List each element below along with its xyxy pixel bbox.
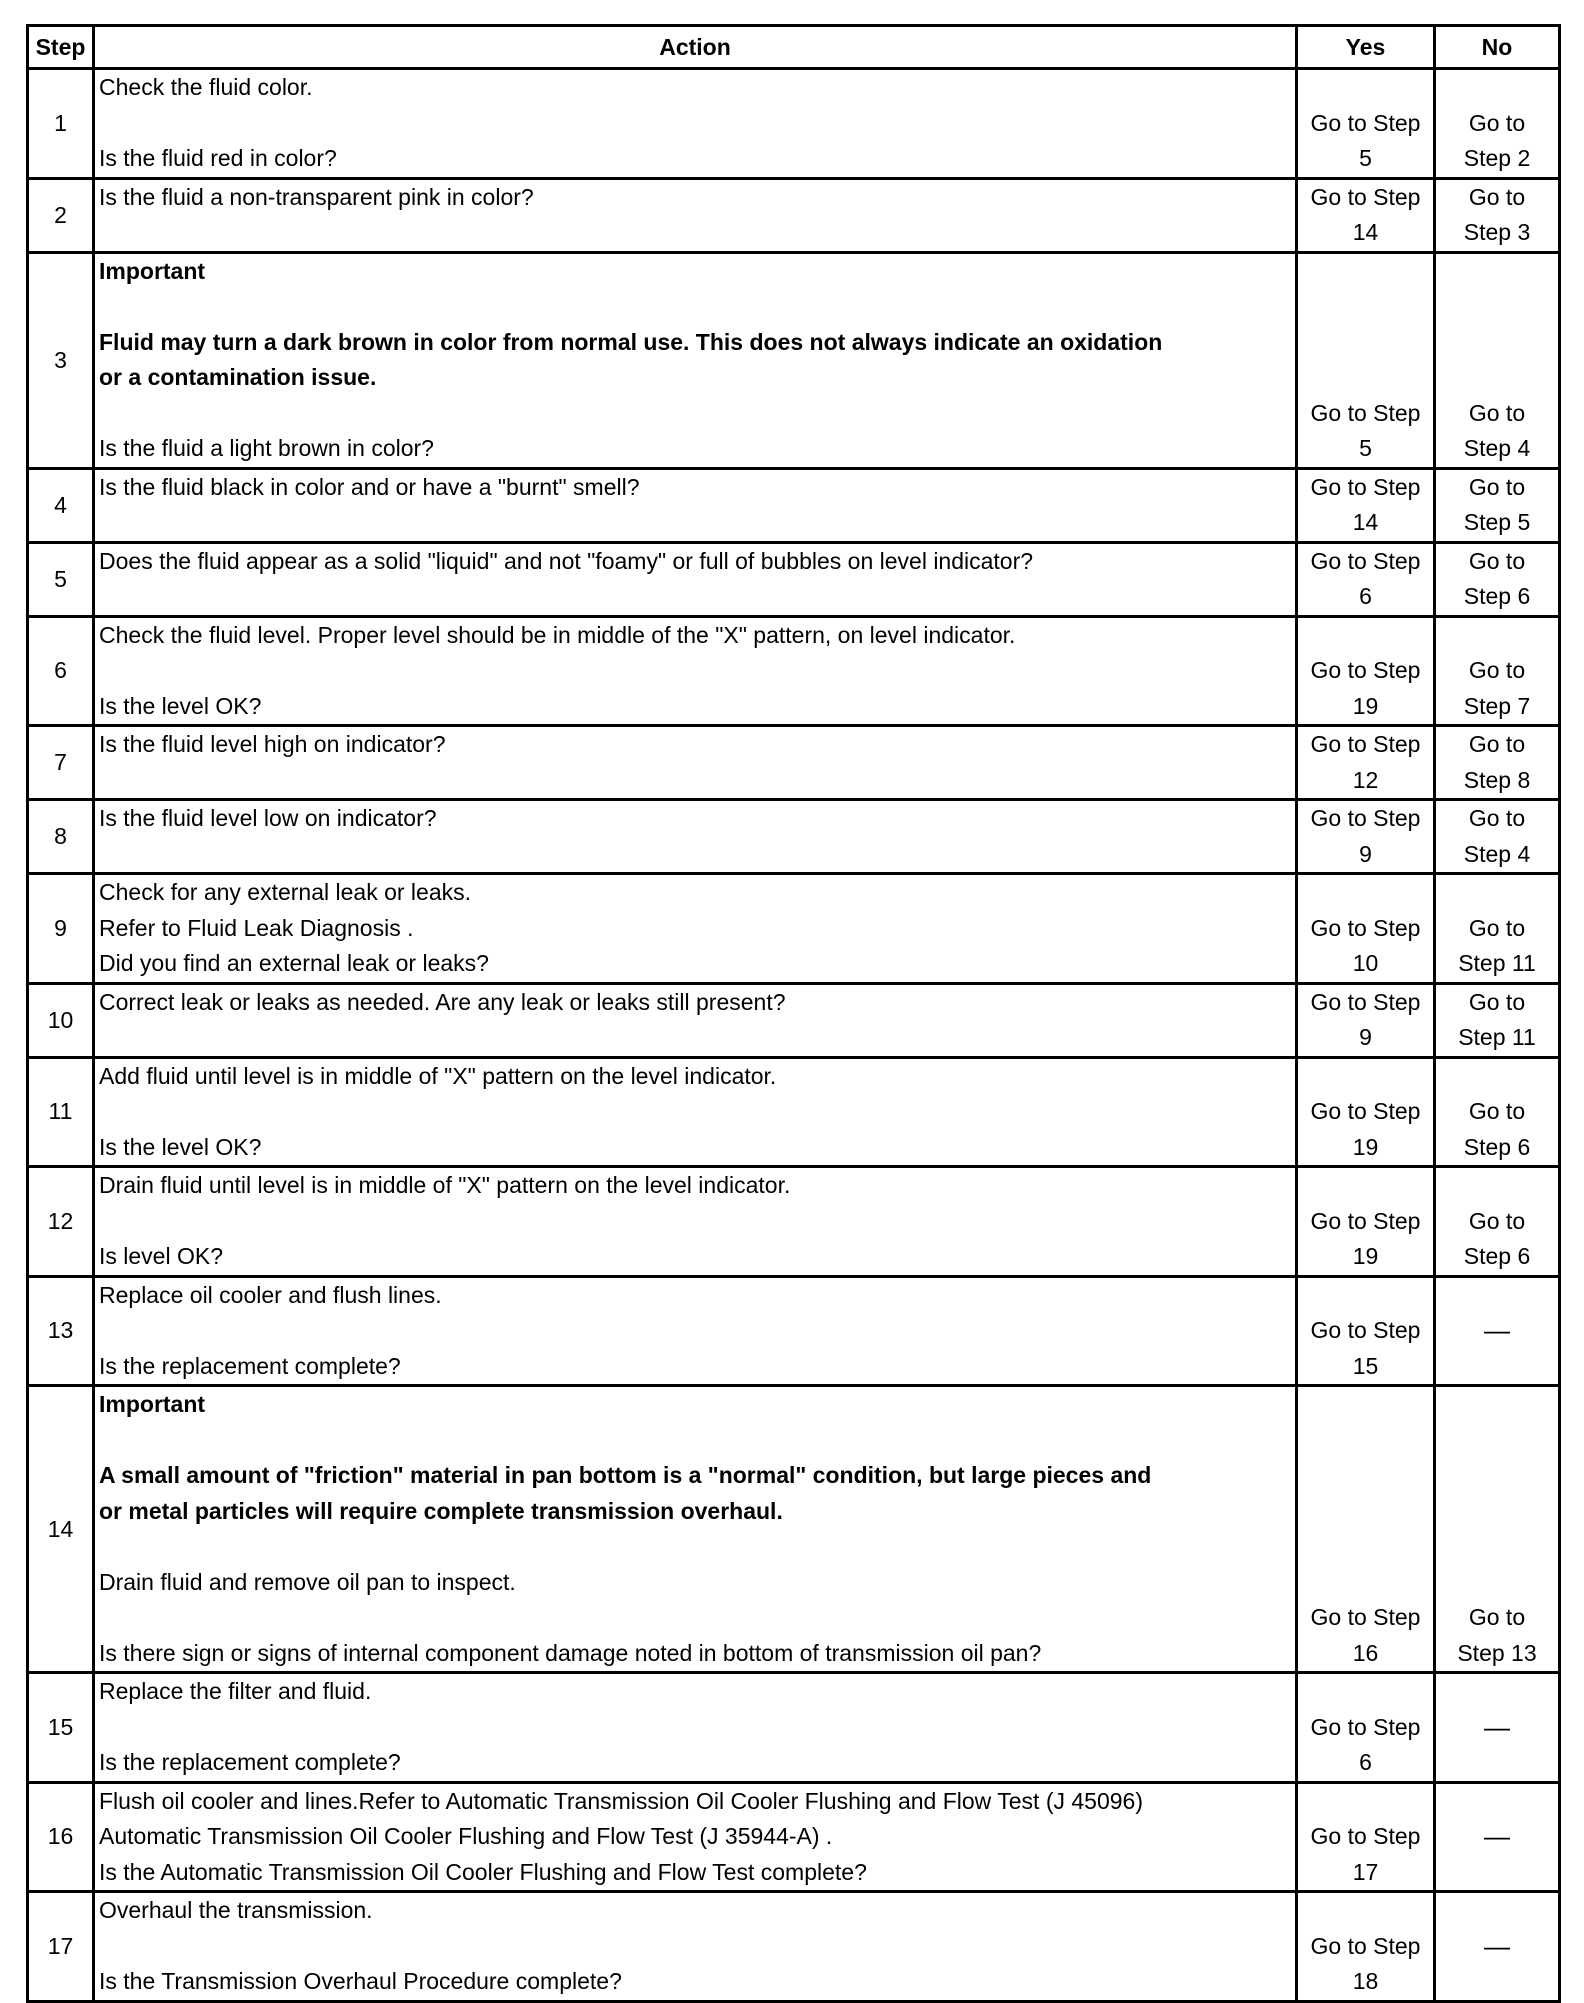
action-cell bbox=[94, 874, 1297, 984]
action-cell bbox=[94, 983, 1297, 1057]
action-cell bbox=[94, 69, 1297, 179]
action-line: Does the fluid appear as a solid "liquid" and not "foamy" or full of bubbles on level indicator? bbox=[99, 547, 1034, 574]
header-no: No bbox=[1435, 26, 1560, 69]
yes-link-text: Go to Step bbox=[1310, 1207, 1421, 1234]
action-line: Refer to Fluid Leak Diagnosis . bbox=[99, 914, 414, 941]
diagnostic-table bbox=[26, 24, 1561, 2003]
table-row bbox=[28, 1386, 1560, 1673]
yes-cell bbox=[1297, 1782, 1435, 1892]
action-cell bbox=[94, 616, 1297, 726]
yes-link-text: Go to Step bbox=[1310, 399, 1421, 426]
no-cell bbox=[1435, 69, 1560, 179]
no-link-text: Go to bbox=[1468, 805, 1526, 831]
no-link-text: Go to bbox=[1468, 1098, 1526, 1124]
yes-link-text: Go to Step bbox=[1310, 805, 1421, 831]
action-line: Check for any external leak or leaks. bbox=[99, 879, 472, 905]
yes-link-text: Go to Step bbox=[1310, 731, 1421, 757]
yes-cell bbox=[1297, 800, 1435, 874]
important-text: Fluid may turn a dark brown in color from normal use. This does not always indicate an oxidation bbox=[99, 328, 1163, 355]
no-cell bbox=[1435, 178, 1560, 252]
no-cell bbox=[1435, 1167, 1560, 1277]
action-line: Is the Transmission Overhaul Procedure complete? bbox=[99, 1968, 622, 1994]
yes-cell bbox=[1297, 1276, 1435, 1386]
no-link-text: Go to bbox=[1468, 1604, 1526, 1630]
no-link-text: Step 2 bbox=[1463, 145, 1531, 171]
yes-link-text: Go to Step bbox=[1310, 1932, 1421, 1959]
action-line bbox=[99, 579, 1295, 615]
action-cell bbox=[94, 1386, 1297, 1673]
action-line bbox=[99, 653, 1295, 689]
action-line bbox=[99, 1313, 1295, 1349]
no-link-text: Step 11 bbox=[1458, 1024, 1536, 1050]
yes-link-text: Go to Step bbox=[1310, 1098, 1421, 1124]
yes-link-text: Go to Step bbox=[1310, 547, 1421, 574]
table-row bbox=[28, 874, 1560, 984]
yes-cell bbox=[1297, 1673, 1435, 1783]
no-cell bbox=[1435, 616, 1560, 726]
action-line bbox=[99, 1423, 1295, 1459]
table-row bbox=[28, 542, 1560, 616]
no-cell bbox=[1435, 1057, 1560, 1167]
yes-cell bbox=[1297, 69, 1435, 179]
yes-link-text: 5 bbox=[1359, 435, 1372, 461]
action-line: Correct leak or leaks as needed. Are any leak or leaks still present? bbox=[99, 988, 786, 1015]
step-number: 4 bbox=[28, 468, 94, 542]
no-link-text: Step 6 bbox=[1463, 1133, 1531, 1160]
no-link-text: Step 7 bbox=[1463, 692, 1531, 719]
no-link-text: Go to bbox=[1468, 399, 1526, 426]
no-cell bbox=[1435, 983, 1560, 1057]
not-applicable-dash: — bbox=[1484, 1821, 1510, 1851]
action-line bbox=[99, 1204, 1295, 1240]
yes-link-text: Go to Step bbox=[1310, 183, 1421, 210]
important-text: or metal particles will require complete transmission overhaul. bbox=[99, 1497, 783, 1524]
action-cell bbox=[94, 1057, 1297, 1167]
action-line bbox=[99, 763, 1295, 799]
table-row bbox=[28, 1892, 1560, 2002]
action-line: Is the fluid a light brown in color? bbox=[99, 435, 434, 461]
action-cell bbox=[94, 1167, 1297, 1277]
yes-link-text: 6 bbox=[1359, 583, 1372, 609]
action-cell bbox=[94, 1276, 1297, 1386]
yes-cell bbox=[1297, 874, 1435, 984]
yes-link-text: Go to Step bbox=[1310, 988, 1421, 1015]
yes-link-text: Go to Step bbox=[1310, 1604, 1421, 1630]
no-link-text: Step 8 bbox=[1463, 766, 1531, 793]
step-number: 8 bbox=[28, 800, 94, 874]
action-line: Is the Automatic Transmission Oil Cooler Flushing and Flow Test complete? bbox=[99, 1858, 867, 1885]
yes-cell bbox=[1297, 178, 1435, 252]
yes-cell bbox=[1297, 616, 1435, 726]
action-line bbox=[99, 1529, 1295, 1565]
action-line: Overhaul the transmission. bbox=[99, 1897, 373, 1923]
no-cell bbox=[1435, 726, 1560, 800]
yes-link-text: 15 bbox=[1352, 1352, 1379, 1379]
no-link-text: Step 11 bbox=[1458, 950, 1536, 976]
yes-link-text: 14 bbox=[1352, 219, 1379, 245]
not-applicable-dash: — bbox=[1484, 1315, 1510, 1345]
action-line: Check the fluid level. Proper level should be in middle of the "X" pattern, on level indicator. bbox=[99, 621, 1016, 648]
no-link-text: Go to bbox=[1468, 183, 1526, 210]
step-number: 15 bbox=[28, 1673, 94, 1783]
table-body bbox=[28, 69, 1560, 2002]
action-line: Is the fluid level high on indicator? bbox=[99, 731, 446, 757]
action-line: Is the replacement complete? bbox=[99, 1352, 401, 1379]
action-cell bbox=[94, 468, 1297, 542]
no-cell bbox=[1435, 1276, 1560, 1386]
action-line: Add fluid until level is in middle of "X" pattern on the level indicator. bbox=[99, 1062, 777, 1089]
step-number: 10 bbox=[28, 983, 94, 1057]
yes-link-text: 19 bbox=[1352, 1133, 1379, 1160]
table-row bbox=[28, 1276, 1560, 1386]
table-row bbox=[28, 178, 1560, 252]
yes-cell bbox=[1297, 542, 1435, 616]
table-row bbox=[28, 1057, 1560, 1167]
action-cell bbox=[94, 252, 1297, 468]
table-row bbox=[28, 983, 1560, 1057]
no-link-text: Go to bbox=[1468, 547, 1526, 574]
header-action: Action bbox=[94, 26, 1297, 69]
action-cell bbox=[94, 178, 1297, 252]
table-row bbox=[28, 252, 1560, 468]
action-line: Did you find an external leak or leaks? bbox=[99, 950, 489, 976]
no-cell bbox=[1435, 800, 1560, 874]
step-number: 9 bbox=[28, 874, 94, 984]
action-line: Replace the filter and fluid. bbox=[99, 1678, 372, 1704]
yes-link-text: Go to Step bbox=[1310, 914, 1421, 941]
yes-link-text: 5 bbox=[1359, 145, 1372, 171]
yes-cell bbox=[1297, 983, 1435, 1057]
not-applicable-dash: — bbox=[1484, 1930, 1510, 1961]
yes-link-text: Go to Step bbox=[1310, 473, 1421, 500]
step-number: 6 bbox=[28, 616, 94, 726]
yes-link-text: 19 bbox=[1352, 692, 1379, 719]
yes-link-text: Go to Step bbox=[1310, 1713, 1421, 1740]
action-line: Is the fluid a non-transparent pink in color? bbox=[99, 183, 534, 210]
no-cell bbox=[1435, 542, 1560, 616]
header-yes: Yes bbox=[1297, 26, 1435, 69]
no-cell bbox=[1435, 1386, 1560, 1673]
action-line: Is the fluid level low on indicator? bbox=[99, 805, 437, 831]
no-link-text: Step 6 bbox=[1463, 583, 1531, 609]
step-number: 11 bbox=[28, 1057, 94, 1167]
no-link-text: Go to bbox=[1468, 988, 1526, 1015]
table-row bbox=[28, 1673, 1560, 1783]
important-text: Important bbox=[99, 257, 206, 284]
important-text: A small amount of "friction" material in pan bottom is a "normal" condition, but large pieces and bbox=[99, 1462, 1152, 1488]
action-line bbox=[99, 1094, 1295, 1130]
no-link-text: Step 3 bbox=[1463, 219, 1531, 245]
action-cell bbox=[94, 542, 1297, 616]
table-row bbox=[28, 1167, 1560, 1277]
header-step: Step bbox=[28, 26, 94, 69]
no-cell bbox=[1435, 1673, 1560, 1783]
action-line: Drain fluid and remove oil pan to inspect. bbox=[99, 1568, 516, 1595]
yes-link-text: Go to Step bbox=[1310, 1317, 1421, 1343]
action-line bbox=[99, 1600, 1295, 1636]
action-line: Flush oil cooler and lines.Refer to Automatic Transmission Oil Cooler Flushing and Flow Test (J 45096) bbox=[99, 1787, 1143, 1814]
yes-cell bbox=[1297, 1386, 1435, 1673]
table-row bbox=[28, 616, 1560, 726]
no-link-text: Go to bbox=[1468, 914, 1526, 941]
no-cell bbox=[1435, 1892, 1560, 2002]
action-line: Is level OK? bbox=[99, 1243, 223, 1269]
no-link-text: Go to bbox=[1468, 473, 1526, 500]
yes-cell bbox=[1297, 468, 1435, 542]
yes-link-text: 19 bbox=[1352, 1243, 1379, 1269]
action-line: Is the fluid black in color and or have a "burnt" smell? bbox=[99, 473, 640, 500]
action-line: Is the level OK? bbox=[99, 1133, 262, 1160]
no-cell bbox=[1435, 1782, 1560, 1892]
table-row bbox=[28, 800, 1560, 874]
yes-cell bbox=[1297, 726, 1435, 800]
yes-link-text: 14 bbox=[1352, 509, 1379, 535]
action-cell bbox=[94, 726, 1297, 800]
no-link-text: Step 4 bbox=[1463, 435, 1531, 461]
action-line: Automatic Transmission Oil Cooler Flushing and Flow Test (J 35944-A) . bbox=[99, 1823, 833, 1849]
no-link-text: Step 5 bbox=[1463, 509, 1531, 535]
action-line: Is the replacement complete? bbox=[99, 1749, 401, 1775]
step-number: 12 bbox=[28, 1167, 94, 1277]
action-line bbox=[99, 215, 1295, 251]
table-header-row bbox=[28, 26, 1560, 69]
yes-cell bbox=[1297, 1167, 1435, 1277]
step-number: 3 bbox=[28, 252, 94, 468]
action-line: Check the fluid color. bbox=[99, 74, 313, 100]
yes-link-text: 10 bbox=[1352, 950, 1379, 976]
yes-cell bbox=[1297, 1892, 1435, 2002]
yes-link-text: 9 bbox=[1359, 840, 1372, 867]
action-line: Is the fluid red in color? bbox=[99, 145, 337, 171]
action-line bbox=[99, 106, 1295, 142]
step-number: 16 bbox=[28, 1782, 94, 1892]
step-number: 14 bbox=[28, 1386, 94, 1673]
yes-cell bbox=[1297, 1057, 1435, 1167]
action-line bbox=[99, 837, 1295, 873]
action-line: Is the level OK? bbox=[99, 692, 262, 719]
action-line: Drain fluid until level is in middle of "X" pattern on the level indicator. bbox=[99, 1172, 791, 1198]
yes-link-text: 6 bbox=[1359, 1749, 1372, 1775]
action-line bbox=[99, 1929, 1295, 1965]
yes-cell bbox=[1297, 252, 1435, 468]
step-number: 2 bbox=[28, 178, 94, 252]
action-line bbox=[99, 396, 1295, 432]
important-text: Important bbox=[99, 1391, 206, 1417]
no-link-text: Step 13 bbox=[1457, 1639, 1537, 1666]
action-cell bbox=[94, 1892, 1297, 2002]
no-link-text: Go to bbox=[1468, 657, 1526, 683]
no-link-text: Go to bbox=[1468, 1207, 1526, 1234]
yes-link-text: Go to Step bbox=[1310, 657, 1421, 683]
yes-link-text: 12 bbox=[1352, 766, 1379, 793]
yes-link-text: Go to Step bbox=[1310, 1823, 1421, 1849]
table-row bbox=[28, 468, 1560, 542]
yes-link-text: 18 bbox=[1352, 1968, 1379, 1994]
yes-link-text: Go to Step bbox=[1310, 109, 1421, 136]
step-number: 5 bbox=[28, 542, 94, 616]
step-number: 7 bbox=[28, 726, 94, 800]
no-cell bbox=[1435, 468, 1560, 542]
yes-link-text: 17 bbox=[1352, 1858, 1379, 1885]
action-line bbox=[99, 505, 1295, 541]
step-number: 17 bbox=[28, 1892, 94, 2002]
action-line bbox=[99, 289, 1295, 325]
step-number: 1 bbox=[28, 69, 94, 179]
no-link-text: Go to bbox=[1468, 109, 1526, 136]
action-cell bbox=[94, 800, 1297, 874]
action-line: Replace oil cooler and flush lines. bbox=[99, 1281, 442, 1308]
yes-link-text: 9 bbox=[1359, 1024, 1372, 1050]
table-row bbox=[28, 726, 1560, 800]
action-cell bbox=[94, 1673, 1297, 1783]
action-cell bbox=[94, 1782, 1297, 1892]
no-link-text: Go to bbox=[1468, 731, 1526, 757]
no-cell bbox=[1435, 874, 1560, 984]
table-row bbox=[28, 1782, 1560, 1892]
no-cell bbox=[1435, 252, 1560, 468]
action-line bbox=[99, 1710, 1295, 1746]
important-text: or a contamination issue. bbox=[99, 364, 377, 390]
no-link-text: Step 6 bbox=[1463, 1243, 1531, 1269]
action-line bbox=[99, 1020, 1295, 1056]
not-applicable-dash: — bbox=[1484, 1711, 1510, 1742]
action-line: Is there sign or signs of internal component damage noted in bottom of transmission oil pan? bbox=[99, 1639, 1042, 1666]
step-number: 13 bbox=[28, 1276, 94, 1386]
table-row bbox=[28, 69, 1560, 179]
no-link-text: Step 4 bbox=[1463, 840, 1531, 867]
yes-link-text: 16 bbox=[1352, 1639, 1379, 1666]
